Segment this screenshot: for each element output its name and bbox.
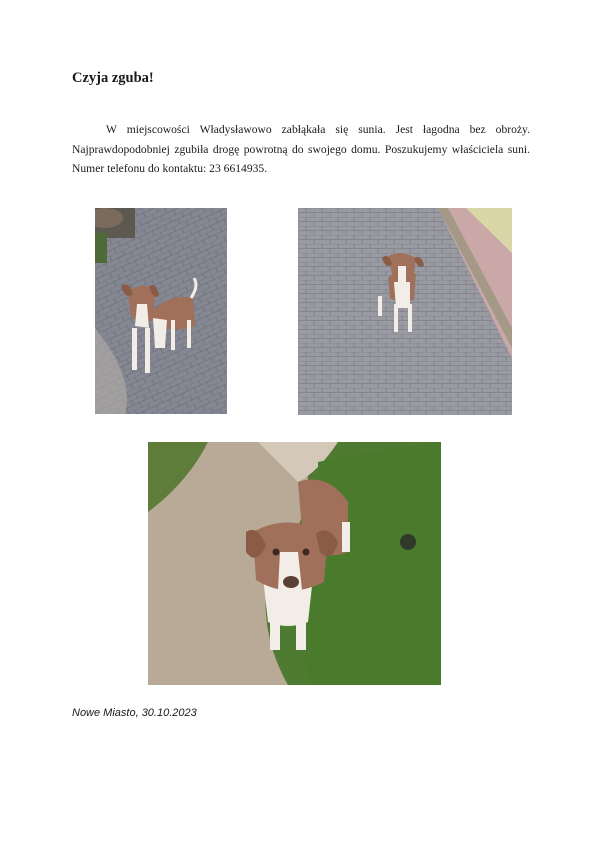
document-title: Czyja zguba! [72, 70, 154, 86]
notice-paragraph: W miejscowości Władysławowo zabłąkała się sunia. Jest łagodna bez obroży. Najprawdopodobniej zgubiła drogę powrotną do swojego domu. Poszukujemy właściciela suni. Numer telefonu do kontaktu: 23 6614935. [72, 123, 530, 175]
dog-photo-3 [148, 442, 441, 685]
dog-photo-2 [298, 208, 512, 415]
place-date-signature: Nowe Miasto, 30.10.2023 [72, 707, 197, 719]
dog-photo-1 [95, 208, 227, 414]
